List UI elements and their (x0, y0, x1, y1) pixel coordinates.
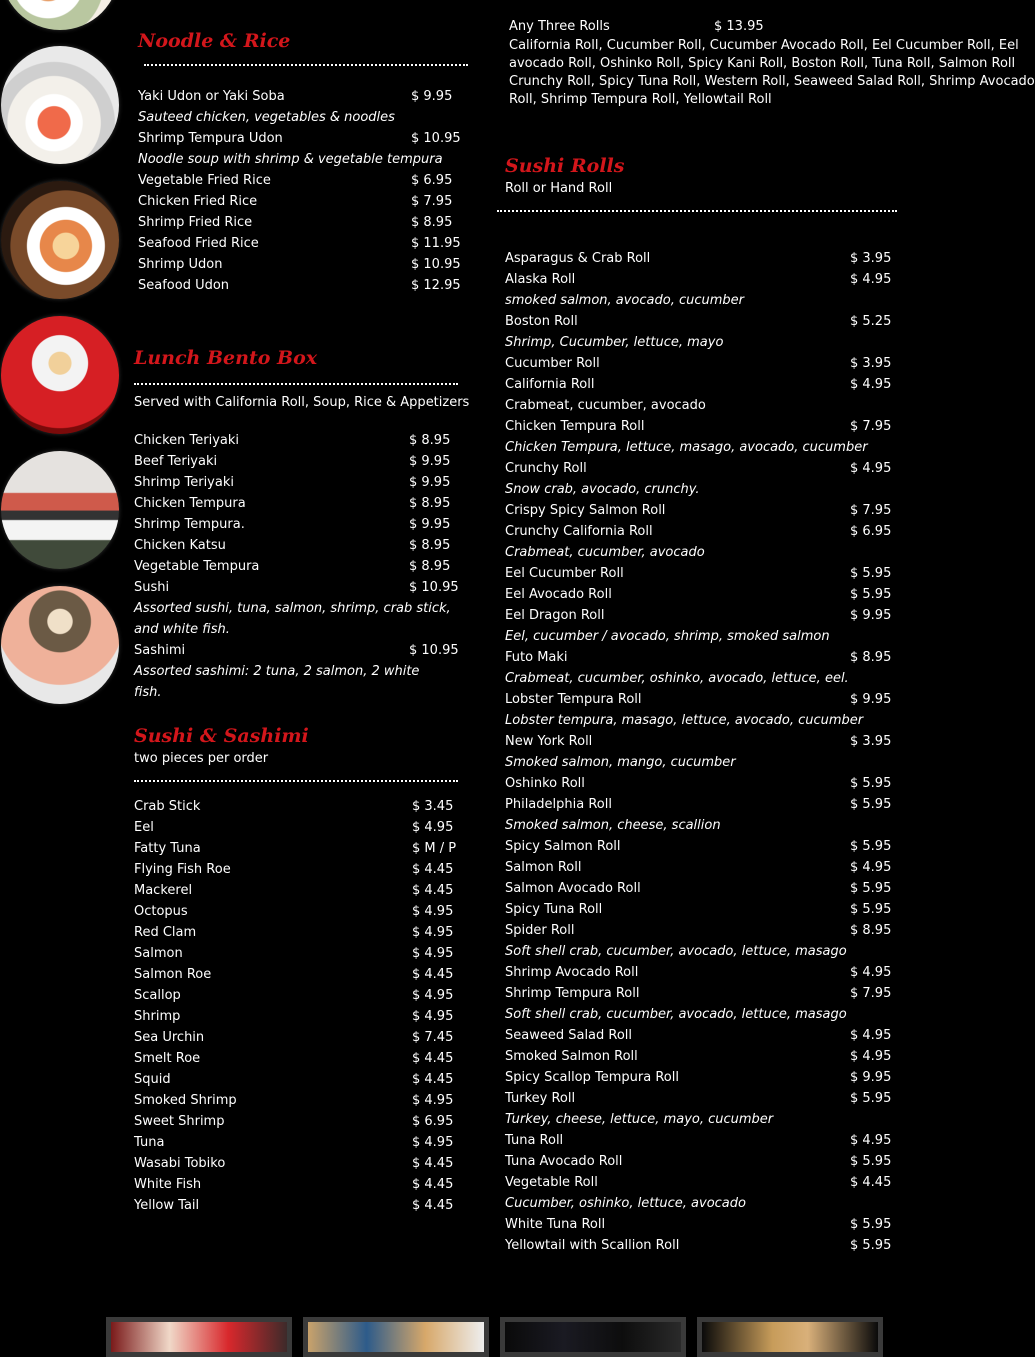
menu-item-price: $ 6.95 (411, 173, 453, 188)
menu-item-name: Tuna Roll (505, 1133, 564, 1148)
menu-item-price: $ 10.95 (409, 643, 459, 658)
roll-option-line: avocado Roll, Oshinko Roll, Spicy Kani Roll, Boston Roll, Tuna Roll, Salmon Roll (509, 56, 1016, 71)
section-title-sushi-rolls: Sushi Rolls (505, 155, 625, 177)
menu-item-price: $ 9.95 (411, 89, 453, 104)
menu-item-price: $ 4.95 (412, 820, 454, 835)
menu-item-name: Shrimp (134, 1009, 181, 1024)
menu-item-name: Futo Maki (505, 650, 568, 665)
menu-item-price: $ 5.95 (850, 1238, 892, 1253)
menu-item-price: $ 4.45 (412, 1072, 454, 1087)
menu-item-price: $ 8.95 (411, 215, 453, 230)
menu-item-name: Eel (134, 820, 154, 835)
menu-item-name: Seafood Fried Rice (138, 236, 259, 251)
food-photo-thumbnail (1, 451, 119, 569)
menu-item-name: Asparagus & Crab Roll (505, 251, 651, 266)
section-subtitle: two pieces per order (134, 751, 269, 766)
menu-item-name: Eel Avocado Roll (505, 587, 612, 602)
menu-item-price: $ 4.95 (412, 946, 454, 961)
roll-option-line: Crunchy Roll, Spicy Tuna Roll, Western Roll, Seaweed Salad Roll, Shrimp Avocado (509, 74, 1035, 89)
roll-option-line: Roll, Shrimp Tempura Roll, Yellowtail Roll (509, 92, 772, 107)
menu-item-name: Shrimp Avocado Roll (505, 965, 639, 980)
menu-item-description: Assorted sushi, tuna, salmon, shrimp, crab stick, (134, 601, 451, 616)
menu-item-name: Salmon Avocado Roll (505, 881, 641, 896)
menu-item-price: $ 4.95 (850, 965, 892, 980)
menu-item-name: White Fish (134, 1177, 202, 1192)
menu-item-price: $ 4.95 (412, 988, 454, 1003)
menu-item-name: Vegetable Tempura (134, 559, 260, 574)
menu-item-price: $ 12.95 (411, 278, 461, 293)
menu-item-price: $ 4.95 (850, 1028, 892, 1043)
food-photo-thumbnail (1, 586, 119, 704)
menu-item-price: $ 4.95 (850, 272, 892, 287)
roll-option-line: California Roll, Cucumber Roll, Cucumber Avocado Roll, Eel Cucumber Roll, Eel (509, 38, 1019, 53)
menu-item-price: $ 4.45 (412, 1177, 454, 1192)
menu-item-price: $ 4.45 (412, 883, 454, 898)
menu-item-price: $ 3.95 (850, 356, 892, 371)
menu-item-name: Salmon Roll (505, 860, 582, 875)
menu-item-name: White Tuna Roll (505, 1217, 606, 1232)
menu-item-price: $ 9.95 (409, 454, 451, 469)
gallery-photo[interactable] (106, 1317, 292, 1357)
menu-item-description: Turkey, cheese, lettuce, mayo, cucumber (505, 1112, 774, 1127)
menu-item-price: $ 8.95 (409, 559, 451, 574)
menu-item-name: Mackerel (134, 883, 193, 898)
menu-item-name: Shrimp Tempura Udon (138, 131, 283, 146)
food-photo-thumbnail (1, 46, 119, 164)
menu-item-name: Sushi (134, 580, 170, 595)
menu-item-price: $ 3.95 (850, 251, 892, 266)
section-subtitle: Served with California Roll, Soup, Rice & Appetizers (134, 395, 470, 410)
menu-item-price: $ 4.95 (412, 1135, 454, 1150)
menu-item-description: smoked salmon, avocado, cucumber (505, 293, 745, 308)
menu-item-description: Smoked salmon, mango, cucumber (505, 755, 736, 770)
menu-item-name: Crunchy California Roll (505, 524, 653, 539)
menu-item-price: $ 7.95 (411, 194, 453, 209)
dotted-divider (497, 210, 897, 212)
menu-item-price: $ 4.95 (850, 377, 892, 392)
menu-item-price: $ 4.95 (850, 1049, 892, 1064)
menu-item-name: Yellow Tail (134, 1198, 200, 1213)
section-title-noodle-rice: Noodle & Rice (138, 30, 291, 52)
menu-item-description: Soft shell crab, cucumber, avocado, lettuce, masago (505, 944, 847, 959)
dotted-divider (134, 383, 458, 385)
any-three-rolls-label: Any Three Rolls (509, 19, 610, 34)
menu-item-name: Tuna Avocado Roll (505, 1154, 623, 1169)
menu-item-name: Red Clam (134, 925, 197, 940)
dotted-divider (144, 64, 468, 66)
menu-item-name: Lobster Tempura Roll (505, 692, 642, 707)
menu-item-name: Chicken Katsu (134, 538, 226, 553)
menu-item-price: $ 8.95 (850, 923, 892, 938)
menu-item-name: Crab Stick (134, 799, 201, 814)
menu-item-description: Sauteed chicken, vegetables & noodles (138, 110, 395, 125)
menu-item-name: Philadelphia Roll (505, 797, 612, 812)
menu-item-name: Sashimi (134, 643, 186, 658)
menu-item-name: Eel Cucumber Roll (505, 566, 624, 581)
menu-item-price: $ 7.95 (850, 503, 892, 518)
menu-item-name: Fatty Tuna (134, 841, 201, 856)
menu-item-price: $ 11.95 (411, 236, 461, 251)
menu-item-price: $ 5.95 (850, 776, 892, 791)
menu-item-price: $ 7.95 (850, 986, 892, 1001)
menu-item-description: Eel, cucumber / avocado, shrimp, smoked salmon (505, 629, 830, 644)
menu-item-price: $ 4.45 (412, 1051, 454, 1066)
menu-item-name: Beef Teriyaki (134, 454, 218, 469)
menu-item-price: $ 5.95 (850, 902, 892, 917)
section-title-sushi-sashimi: Sushi & Sashimi (134, 725, 309, 747)
menu-item-price: $ 5.95 (850, 587, 892, 602)
menu-item-name: Shrimp Tempura Roll (505, 986, 640, 1001)
menu-item-name: Shrimp Teriyaki (134, 475, 234, 490)
menu-item-price: $ 7.45 (412, 1030, 454, 1045)
menu-item-price: $ 6.95 (412, 1114, 454, 1129)
menu-item-name: Wasabi Tobiko (134, 1156, 226, 1171)
menu-item-price: $ M / P (412, 841, 457, 856)
section-title-lunch-bento: Lunch Bento Box (134, 347, 318, 369)
menu-item-name: California Roll (505, 377, 595, 392)
menu-item-name: Seafood Udon (138, 278, 230, 293)
menu-item-price: $ 5.95 (850, 1217, 892, 1232)
menu-item-description: Crabmeat, cucumber, avocado (505, 545, 705, 560)
menu-item-price: $ 9.95 (850, 1070, 892, 1085)
menu-item-price: $ 8.95 (850, 650, 892, 665)
menu-item-price: $ 5.95 (850, 839, 892, 854)
menu-item-name: Crabmeat, cucumber, avocado (505, 398, 706, 413)
menu-item-price: $ 3.95 (850, 734, 892, 749)
menu-item-description: Crabmeat, cucumber, oshinko, avocado, lettuce, eel. (505, 671, 849, 686)
menu-item-description: Lobster tempura, masago, lettuce, avocado, cucumber (505, 713, 864, 728)
menu-item-name: New York Roll (505, 734, 593, 749)
menu-item-price: $ 8.95 (409, 496, 451, 511)
menu-item-name: Yellowtail with Scallion Roll (505, 1238, 680, 1253)
menu-item-name: Sea Urchin (134, 1030, 205, 1045)
menu-item-name: Chicken Fried Rice (138, 194, 258, 209)
menu-item-name: Spider Roll (505, 923, 575, 938)
dotted-divider (134, 780, 458, 782)
menu-item-name: Vegetable Fried Rice (138, 173, 271, 188)
menu-item-price: $ 6.95 (850, 524, 892, 539)
menu-item-name: Crispy Spicy Salmon Roll (505, 503, 666, 518)
menu-item-price: $ 4.95 (850, 461, 892, 476)
menu-item-name: Seaweed Salad Roll (505, 1028, 633, 1043)
menu-item-price: $ 9.95 (850, 608, 892, 623)
menu-item-price: $ 4.95 (412, 1009, 454, 1024)
any-three-rolls-price: $ 13.95 (714, 19, 764, 34)
menu-item-price: $ 4.45 (412, 1156, 454, 1171)
menu-item-price: $ 4.95 (412, 904, 454, 919)
menu-item-price: $ 4.45 (412, 862, 454, 877)
gallery-photo[interactable] (697, 1317, 883, 1357)
menu-item-name: Smelt Roe (134, 1051, 201, 1066)
menu-item-price: $ 5.95 (850, 797, 892, 812)
menu-item-price: $ 5.95 (850, 1091, 892, 1106)
menu-item-name: Eel Dragon Roll (505, 608, 605, 623)
menu-item-name: Flying Fish Roe (134, 862, 231, 877)
menu-item-description: Assorted sashimi: 2 tuna, 2 salmon, 2 white (134, 664, 420, 679)
menu-item-name: Scallop (134, 988, 181, 1003)
menu-item-price: $ 4.95 (412, 1093, 454, 1108)
menu-item-name: Salmon Roe (134, 967, 212, 982)
menu-item-name: Sweet Shrimp (134, 1114, 225, 1129)
gallery-photo[interactable] (500, 1317, 686, 1357)
menu-item-name: Chicken Tempura Roll (505, 419, 645, 434)
menu-item-price: $ 9.95 (850, 692, 892, 707)
menu-item-description: Noodle soup with shrimp & vegetable tempura (138, 152, 443, 167)
menu-item-price: $ 4.45 (412, 1198, 454, 1213)
menu-item-name: Squid (134, 1072, 171, 1087)
menu-item-description: Snow crab, avocado, crunchy. (505, 482, 700, 497)
menu-item-name: Smoked Salmon Roll (505, 1049, 638, 1064)
menu-item-name: Spicy Tuna Roll (505, 902, 603, 917)
menu-item-name: Yaki Udon or Yaki Soba (138, 89, 285, 104)
menu-item-price: $ 8.95 (409, 433, 451, 448)
menu-item-price: $ 4.95 (850, 1133, 892, 1148)
menu-item-name: Turkey Roll (505, 1091, 576, 1106)
menu-item-name: Oshinko Roll (505, 776, 585, 791)
menu-item-price: $ 4.45 (850, 1175, 892, 1190)
menu-item-price: $ 9.95 (409, 475, 451, 490)
menu-item-description: Cucumber, oshinko, lettuce, avocado (505, 1196, 746, 1211)
menu-item-price: $ 9.95 (409, 517, 451, 532)
menu-item-name: Tuna (134, 1135, 165, 1150)
menu-item-name: Crunchy Roll (505, 461, 587, 476)
menu-item-price: $ 10.95 (409, 580, 459, 595)
menu-item-name: Chicken Tempura (134, 496, 246, 511)
gallery-photo[interactable] (303, 1317, 489, 1357)
menu-item-description: Chicken Tempura, lettuce, masago, avocado, cucumber (505, 440, 868, 455)
section-subtitle: Roll or Hand Roll (505, 181, 613, 196)
menu-item-name: Chicken Teriyaki (134, 433, 239, 448)
menu-item-price: $ 5.95 (850, 1154, 892, 1169)
food-photo-thumbnail (1, 316, 119, 434)
food-photo-thumbnail (1, 181, 119, 299)
food-photo-thumbnail (1, 0, 119, 30)
menu-item-price: $ 5.25 (850, 314, 892, 329)
menu-item-name: Vegetable Roll (505, 1175, 598, 1190)
menu-item-price: $ 5.95 (850, 566, 892, 581)
menu-item-price: $ 4.95 (412, 925, 454, 940)
menu-item-description: Shrimp, Cucumber, lettuce, mayo (505, 335, 724, 350)
menu-item-name: Spicy Scallop Tempura Roll (505, 1070, 679, 1085)
menu-item-description: fish. (134, 685, 162, 700)
menu-item-price: $ 7.95 (850, 419, 892, 434)
menu-item-name: Boston Roll (505, 314, 578, 329)
menu-item-price: $ 5.95 (850, 881, 892, 896)
menu-item-description: Soft shell crab, cucumber, avocado, lettuce, masago (505, 1007, 847, 1022)
menu-item-name: Shrimp Fried Rice (138, 215, 253, 230)
menu-item-name: Cucumber Roll (505, 356, 600, 371)
menu-item-name: Shrimp Udon (138, 257, 223, 272)
menu-item-price: $ 4.95 (850, 860, 892, 875)
menu-item-name: Smoked Shrimp (134, 1093, 237, 1108)
menu-item-price: $ 3.45 (412, 799, 454, 814)
menu-item-name: Salmon (134, 946, 183, 961)
menu-item-name: Shrimp Tempura. (134, 517, 245, 532)
menu-item-description: Smoked salmon, cheese, scallion (505, 818, 721, 833)
menu-item-price: $ 10.95 (411, 257, 461, 272)
menu-item-name: Octopus (134, 904, 188, 919)
menu-item-price: $ 8.95 (409, 538, 451, 553)
menu-item-name: Alaska Roll (505, 272, 576, 287)
menu-item-name: Spicy Salmon Roll (505, 839, 621, 854)
menu-item-description: and white fish. (134, 622, 230, 637)
menu-item-price: $ 4.45 (412, 967, 454, 982)
menu-item-price: $ 10.95 (411, 131, 461, 146)
